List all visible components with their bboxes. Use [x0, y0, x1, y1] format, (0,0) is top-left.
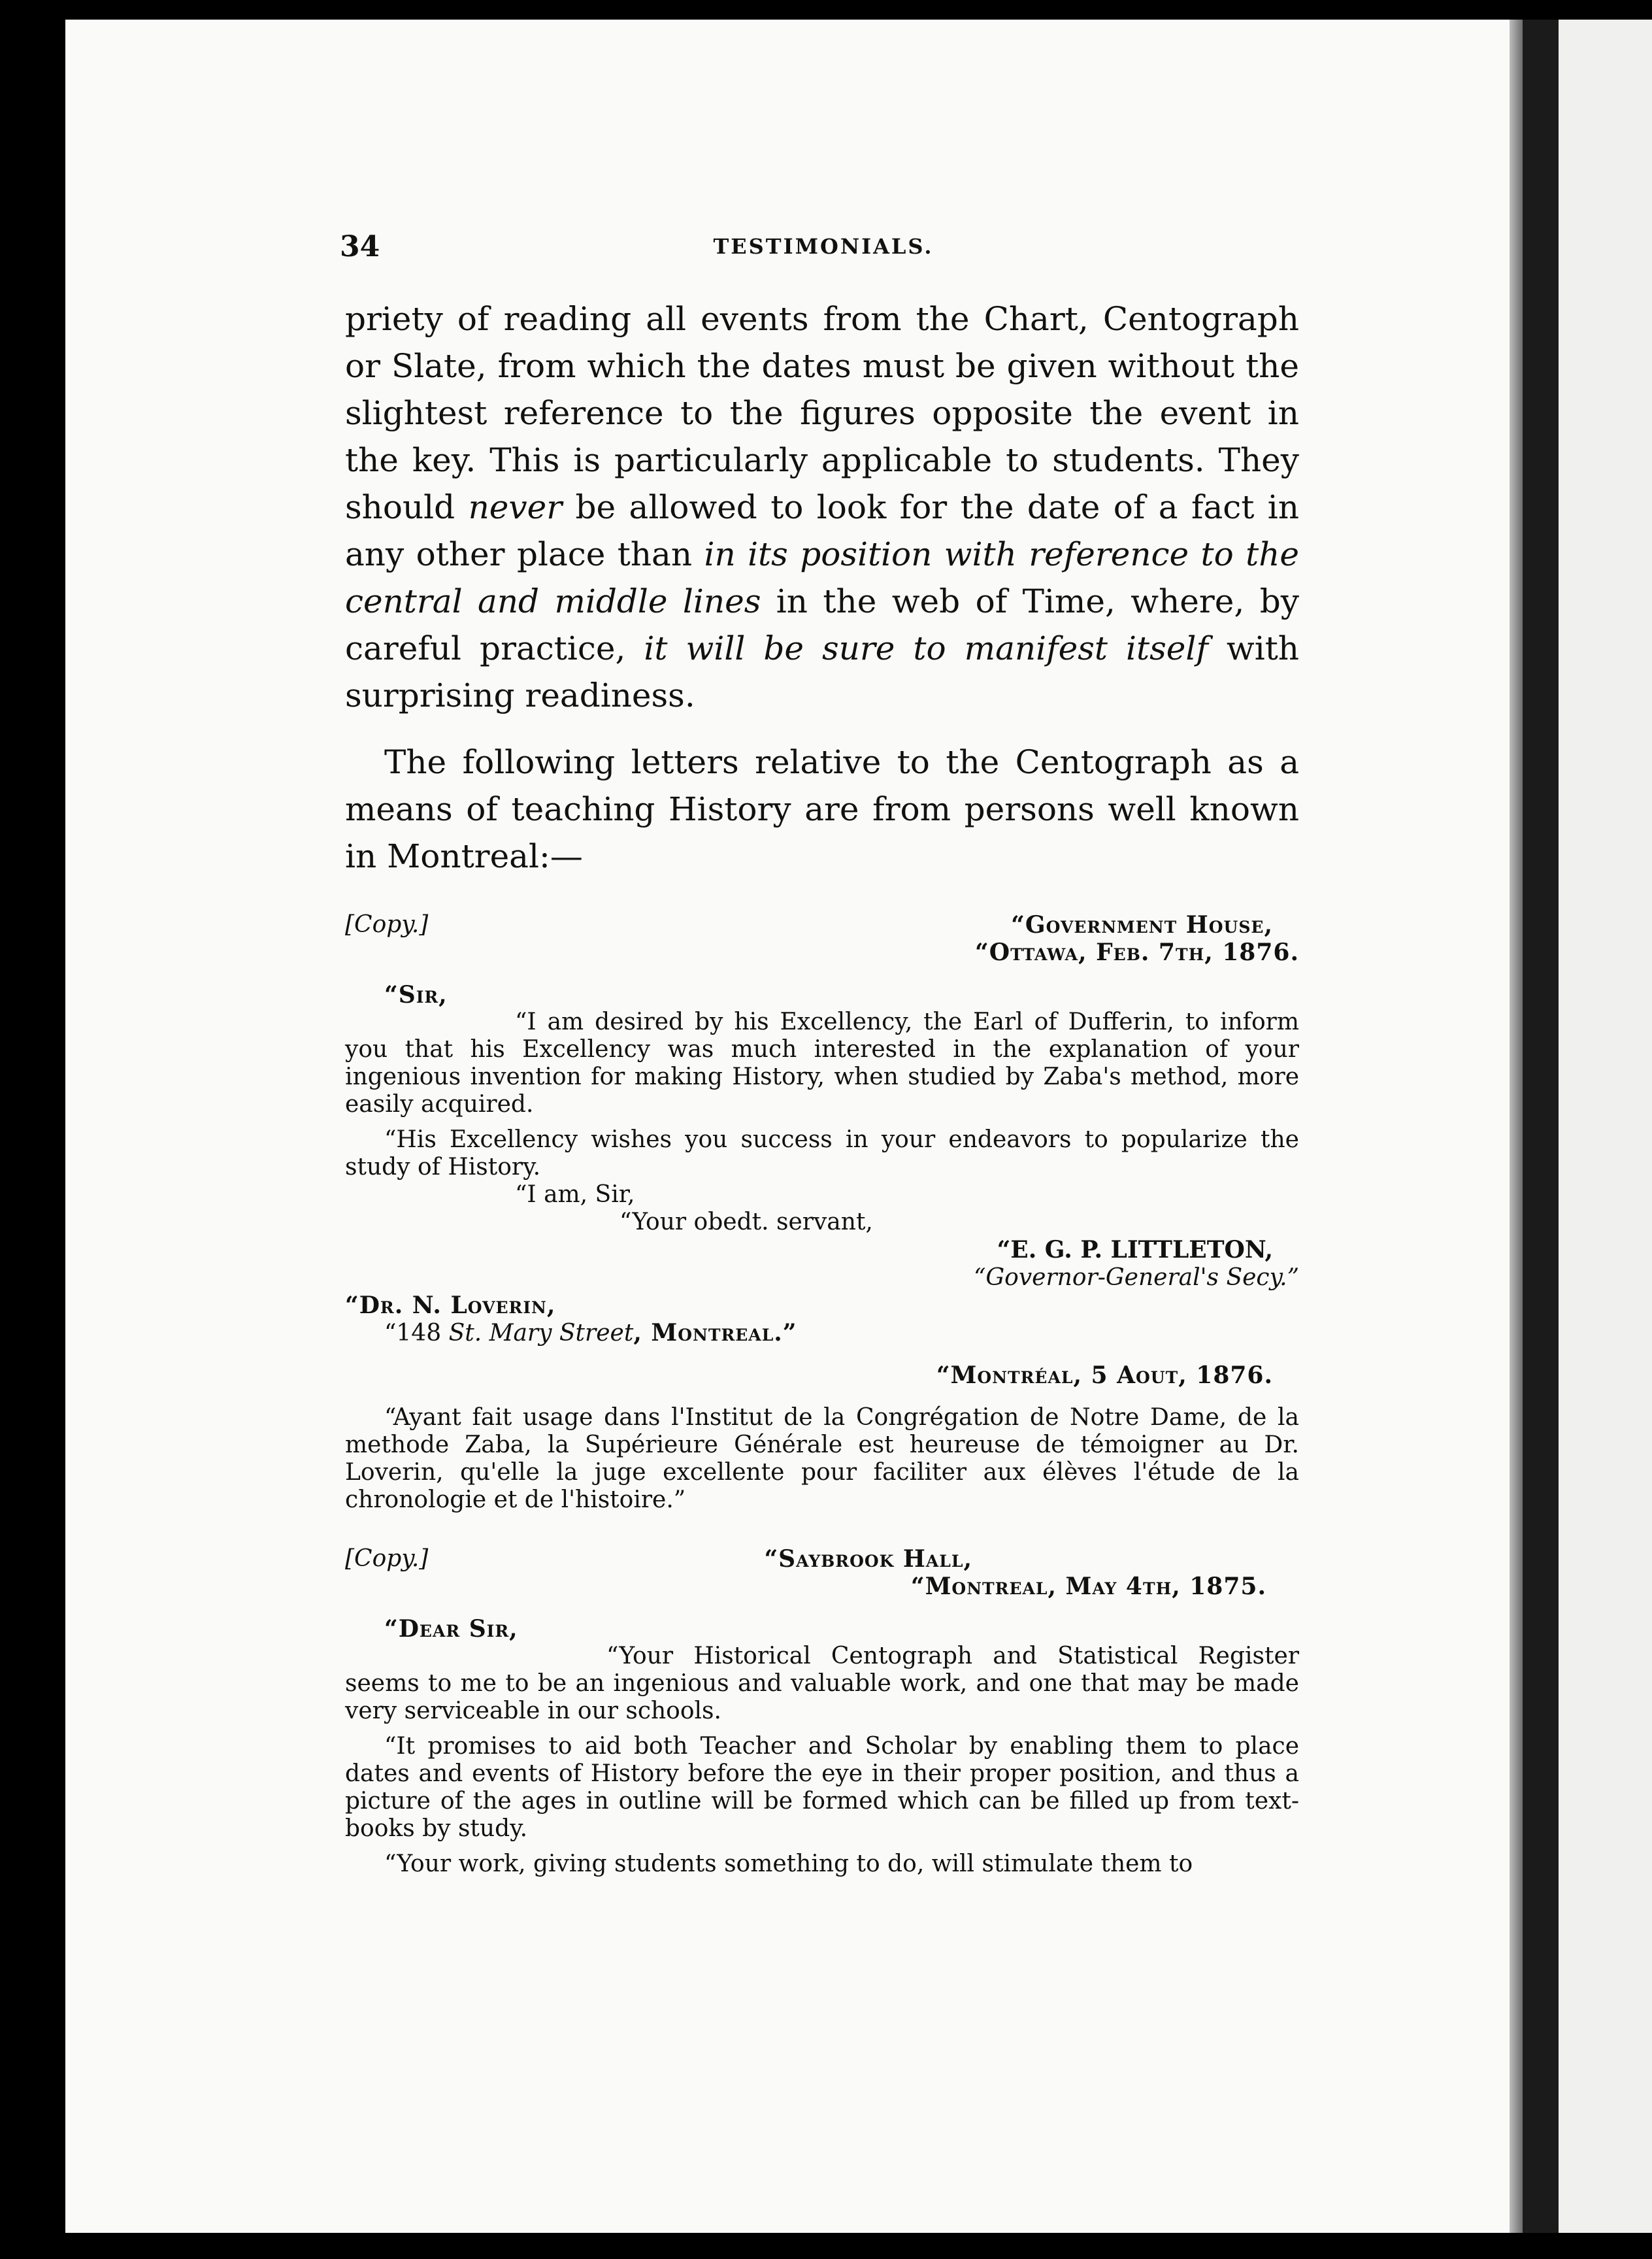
- copy-label: [Copy.]: [345, 1545, 429, 1572]
- intro-text: priety of reading all events from the Chart, Centograph or Slate, from which the dates must be given without the slightest reference to the figures opposite the event in the key. This is particularly applicable to students. They should: [345, 300, 1299, 526]
- letter1-heading: [345, 911, 1299, 939]
- letter3-heading: [345, 1545, 1299, 1573]
- intro-text: be allowed to look for the date of a fact in any other place than: [345, 488, 1300, 573]
- letter1-address-number: “148: [384, 1320, 449, 1347]
- letter1-signature-line: [345, 1236, 1299, 1264]
- letter1-heading-line2: “Ottawa, Feb. 7th, 1876.: [975, 939, 1299, 966]
- letter1-address-street: St. Mary Street: [448, 1320, 634, 1347]
- letter3-paragraph3: “Your work, giving students something to do, will stimulate them to: [384, 1850, 1193, 1877]
- page-edge: [1510, 20, 1523, 2233]
- letter1-closing2: “Your obedt. servant,: [620, 1209, 873, 1235]
- intro-text: with surprising readiness.: [345, 629, 1299, 714]
- letter1-heading-line1: “Government House,: [1011, 911, 1273, 939]
- intro-emphasis: in its position with reference to the central and middle lines: [345, 535, 1299, 620]
- letter3-paragraph2: “It promises to aid both Teacher and Scholar by enabling them to place dates and events of History before the eye in their proper position, and thus a picture of the ages in outline will be formed which can be filled up from text-books by study.: [345, 1733, 1299, 1842]
- intro-emphasis: it will be sure to manifest itself: [644, 629, 1208, 667]
- page-header: [340, 230, 1307, 269]
- letter1-closing1: “I am, Sir,: [515, 1181, 635, 1208]
- letter1-paragraph2: “His Excellency wishes you success in your endeavors to popularize the study of History.: [345, 1126, 1299, 1180]
- letter1-address-city: , Montreal.”: [633, 1319, 797, 1347]
- letter1-signature: “E. G. P. LITTLETON,: [997, 1236, 1273, 1263]
- intro-paragraph: [345, 295, 1299, 719]
- page-number: 34: [340, 230, 380, 263]
- intro-text: in the web of Time, where, by careful practice,: [345, 582, 1299, 667]
- letter3-dateline: [345, 1573, 1299, 1601]
- letter3-heading-line1: “Saybrook Hall,: [764, 1545, 972, 1573]
- letter3-heading-line2: “Montreal, May 4th, 1875.: [910, 1573, 1266, 1600]
- letter1-addressee: “Dr. N. Loverin,: [345, 1292, 556, 1319]
- letter2-dateline: “Montréal, 5 Aout, 1876.: [936, 1362, 1273, 1389]
- letter1-salutation: “Sir,: [384, 981, 448, 1009]
- intro-emphasis: never: [468, 488, 563, 526]
- adjacent-page: [1559, 20, 1652, 2233]
- running-head: TESTIMONIALS.: [713, 234, 934, 259]
- page-text: [345, 295, 1299, 1878]
- copy-label: [Copy.]: [345, 911, 429, 938]
- letter1-address: [345, 1319, 1299, 1347]
- letter3-salutation: “Dear Sir,: [384, 1615, 518, 1643]
- letter2-paragraph: “Ayant fait usage dans l'Institut de la Congrégation de Notre Dame, de la methode Zaba, la Supérieure Générale est heureuse de témoigner au Dr. Loverin, qu'elle la juge excellente pour faciliter aux élèves l'étude de la chronologie et de l'histoire.”: [345, 1404, 1299, 1513]
- letter3-paragraph1: “Your Historical Centograph and Statistical Register seems to me to be an ingenious and valuable work, and one that may be made very serviceable in our schools.: [345, 1643, 1299, 1724]
- letter1-title: “Governor-General's Secy.”: [973, 1264, 1299, 1291]
- letter1-paragraph1: “I am desired by his Excellency, the Earl of Dufferin, to inform you that his Excellency was much interested in the explanation of your ingenious invention for making History, when studied by Zaba's method, more easily acquired.: [345, 1009, 1299, 1118]
- letters-intro-paragraph: The following letters relative to the Centograph as a means of teaching History are from persons well known in Montreal:—: [345, 743, 1299, 875]
- book-gutter: [1523, 20, 1559, 2233]
- letter1-dateline: [345, 939, 1299, 967]
- letter2-heading: [345, 1362, 1299, 1390]
